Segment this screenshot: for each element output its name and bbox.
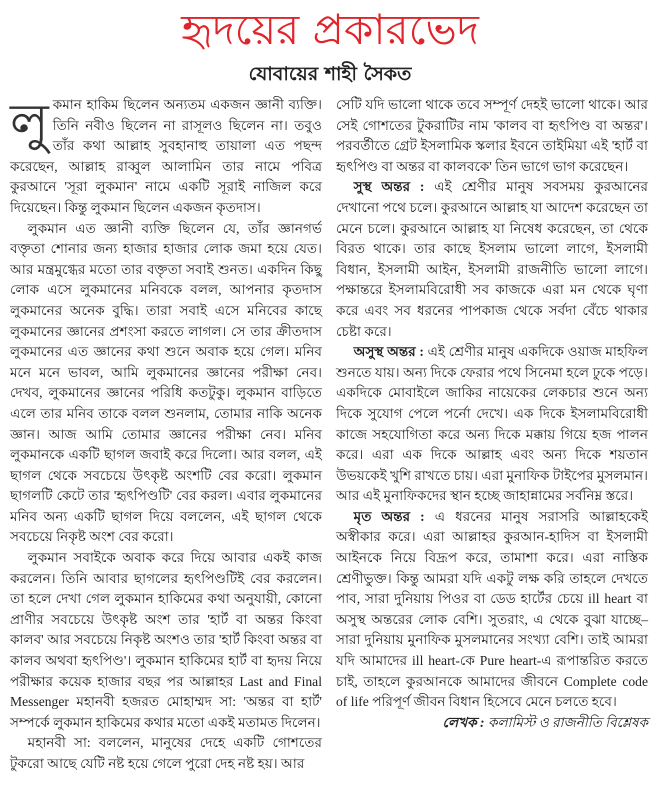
author-note <box>336 713 648 734</box>
right-column <box>336 95 648 733</box>
section-lead: মৃত অন্তর : <box>353 508 425 524</box>
paragraph-text: এই শ্রেণীর মানুষ সবসময় কুরআনের দেখানো পথে চলে। কুরআনে আল্লাহ যা আদেশ করেছেন তা মেনে চলে। কুরআনে আল্লাহ যা নিষেধ করেছেন, তা থেকে বিরত থাকে। তার কাছে ইসলাম ভালো লাগে, ইসলামী বিধান, ইসলামী আইন, ইসলামী রাজনীতি ভালো লাগে। পক্ষান্তরে ইসলামবিরোধী সব কাজকে এরা মন থেকে ঘৃণা করে এবং সব ধরনের পাপকাজ থেকে সর্বদা বেঁচে থাকার চেষ্টা করে। <box>336 179 649 339</box>
paragraph: লুকমান সবাইকে অবাক করে দিয়ে আবার একই কাজ করলেন। তিনি আবার ছাগলের হৃৎপিণ্ডটিই বের করলেন। তা হলে দেখা গেল লুকমান হাকিমের কথা অনুযায়ী, কোনো প্রাণীর সবচেয়ে উৎকৃষ্ট অংশ তার 'হার্ট বা অন্তর কিংবা কালব' আর সবচেয়ে নিকৃষ্ট অংশও তার 'হার্ট কিংবা অন্তর বা কালব অথবা হৃৎপিণ্ড'। লুকমান হাকিমের হার্ট বা হৃদয় নিয়ে পরীক্ষার কয়েক হাজার বছর পর আল্লাহর Last and Final Messenger মহানবী হজরত মোহাম্মদ সা: 'অন্তর বা হার্ট' সম্পর্কে লুকমান হাকিমের কথার মতো একই মতামত দিলেন। <box>10 550 322 730</box>
article-byline: যোবায়ের শাহী সৈকত <box>248 63 412 85</box>
paragraph-text: এ ধরনের মানুষ সরাসরি আল্লাহকেই অস্বীকার করে। এরা আল্লাহর কুরআন-হাদিস বা ইসলামী আইনকে নিয়ে বিদ্রূপ করে, তামাশা করে। এরা নাস্তিক শ্রেণীভুক্ত। কিন্তু আমরা যদি একটু লক্ষ করি তাহলে দেখতে পাব, সারা দুনিয়ায় পিওর বা ডেড হার্টের চেয়ে ill heart বা অসুস্থ অন্তরের লোক বেশি। সুতরাং, এ থেকে বুঝা যাচ্ছে– সারা দুনিয়ায় মুনাফিক মুসলমানের সংখ্যা বেশি। তাই আমরা যদি আমাদের ill heart-কে Pure heart-এ রূপান্তরিত করতে চাই, তাহলে কুরআনকে আমাদের জীবনে Complete code of life পরিপূর্ণ জীবন বিধান হিসেবে মেনে চলতে হবে। <box>336 508 648 710</box>
paragraph-text: কমান হাকিম ছিলেন অন্যতম একজন জ্ঞানী ব্যক্তি। তিনি নবীও ছিলেন না রাসূলও ছিলেন না। তবুও তাঁর কথা আল্লাহ সুবহানাহু তায়ালা এত পছন্দ করেছেন, আল্লাহ রাব্বুল আলামিন তার নামে পবিত্র কুরআনে 'সূরা লুকমান' নামে একটি সূরাই নাজিল করে দিয়েছেন। কিন্তু লুকমান ছিলেন একজন কৃতদাস। <box>10 97 322 215</box>
paragraph-dead-heart <box>336 507 648 713</box>
section-lead: অসুস্থ অন্তর : <box>353 344 424 360</box>
paragraph: লুকমান এত জ্ঞানী ব্যক্তি ছিলেন যে, তাঁর জ্ঞানগর্ভ বক্তৃতা শোনার জন্য হাজার হাজার লোক জমা হয়ে যেত। আর মন্ত্রমুগ্ধের মতো তার বক্তৃতা সবাই শুনত। একদিন কিছু লোক এসে লুকমানের মনিবকে বলল, আপনার কৃতদাস লুকমানের অনেক বুদ্ধি। তারা সবাই এসে মনিবের কাছে লুকমানের জ্ঞানের প্রশংসা করতে লাগল। সে তার ক্রীতদাস লুকমানের এত জ্ঞানের কথা শুনে অবাক হয়ে গেল। মনিব মনে মনে ভাবল, আমি লুকমানের জ্ঞানের পরীক্ষা নেব। দেখব, লুকমানের জ্ঞানের পরিধি কতটুকু। লুকমান বাড়িতে এলে তার মনিব তাকে বলল শুনলাম, তোমার নাকি অনেক জ্ঞান। আজ আমি তোমার জ্ঞানের পরীক্ষা নেব। মনিব লুকমানকে একটি ছাগল জবাই করে দিলো। আর বলল, এই ছাগল থেকে সবচেয়ে উৎকৃষ্ট অংশটি বের করো। লুকমান ছাগলটি কেটে তার 'হৃৎপিণ্ডটি' বের করল। এবার লুকমানের মনিব অন্য একটি ছাগল দিয়ে বললেন, এই ছাগল থেকে সবচেয়ে নিকৃষ্ট অংশ বের করো। <box>10 220 322 545</box>
paragraph: মহানবী সা: বললেন, মানুষের দেহে একটি গোশতের টুকরো আছে যেটি নষ্ট হয়ে গেলে পুরো দেহ নষ্ট হয়। আর <box>10 735 322 771</box>
paragraph <box>10 95 322 219</box>
article-title: হৃদয়ের প্রকারভেদ <box>181 5 479 54</box>
paragraph: সেটি যদি ভালো থাকে তবে সম্পূর্ণ দেহই ভালো থাকে। আর সেই গোশতের টুকরাটির নাম 'কালব বা হৃৎপিণ্ড বা অন্তর'। পরবর্তীতে গ্রেট ইসলামিক স্কলার ইবনে তাইমিয়া এই 'হার্ট বা হৃৎপিণ্ড বা অন্তর বা কালবকে' তিন ভাগে ভাগ করেছেন। <box>336 97 648 174</box>
drop-cap: লু <box>10 95 49 152</box>
paragraph-sick-heart <box>336 342 648 507</box>
author-description: কলামিস্ট ও রাজনীতি বিশ্লেষক <box>484 714 648 730</box>
left-column <box>10 95 322 775</box>
paragraph-healthy-heart <box>336 177 648 342</box>
section-lead: সুস্থ অন্তর : <box>353 179 425 195</box>
paragraph-text: এই শ্রেণীর মানুষ একদিকে ওয়াজ মাহফিল শুনতে যায়। অন্য দিকে ফেরার পথে সিনেমা হলে ঢুকে পড়ে। একদিকে মোবাইলে জাকির নায়েকের লেকচার শুনে অন্য দিকে সুযোগ পেলে পর্নো দেখে। এক দিকে ইসলামবিরোধী কাজে সহযোগিতা করে অন্য দিকে মক্কায় গিয়ে হজ পালন করে। এরা এক দিকে আল্লাহ এবং অন্য দিকে শয়তান উভয়কেই খুশি রাখতে চায়। এরা মুনাফিক টাইপের মুসলমান। আর এই মুনাফিকদের স্থান হচ্ছে জাহান্নামের সর্বনিম্ন স্তরে। <box>336 344 648 504</box>
author-label: লেখক : <box>442 714 485 730</box>
